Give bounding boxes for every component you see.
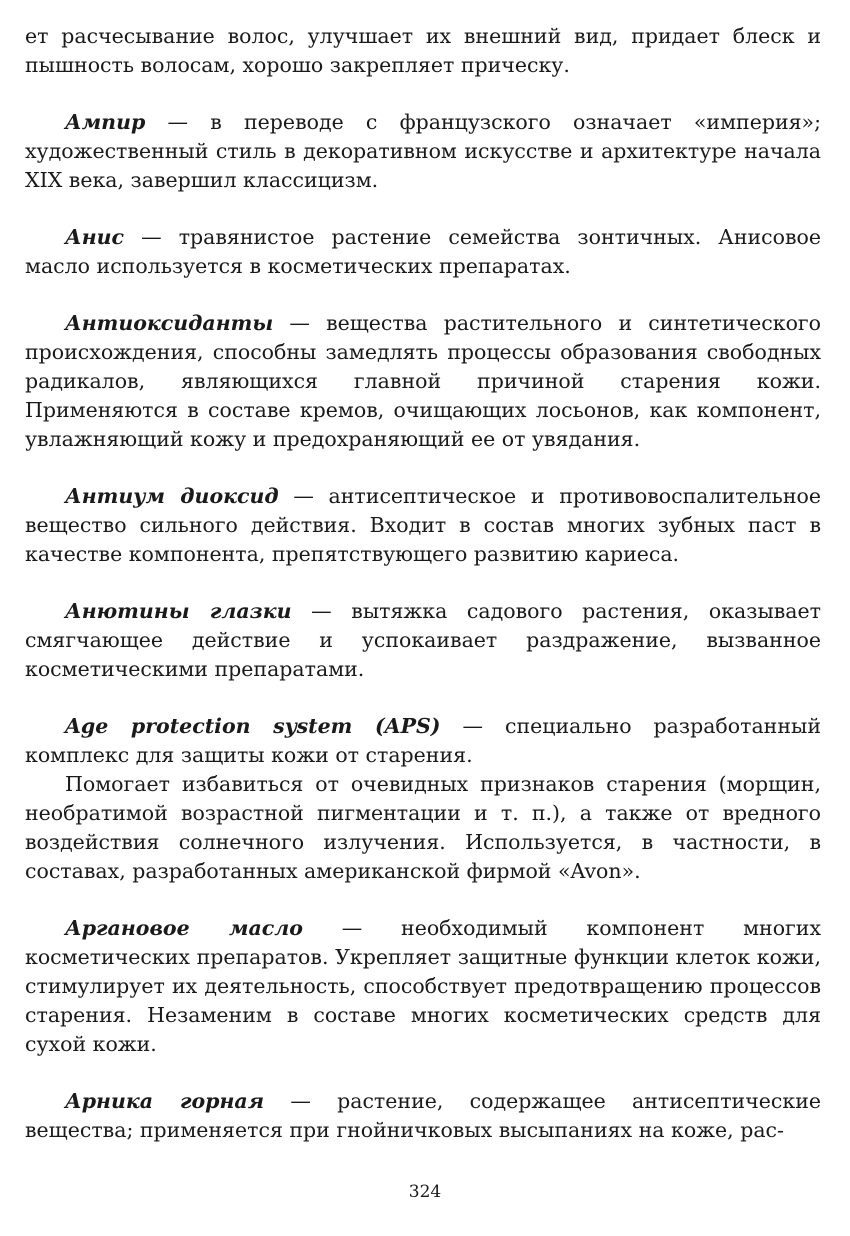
entry-arnika-gornaya <box>25 1087 821 1145</box>
entry-term: Арника горная <box>65 1089 265 1113</box>
entry-antium-dioksid <box>25 482 821 569</box>
entry-term: Ампир <box>65 110 146 134</box>
entry-continuation: Помогает избавиться от очевидных признаков старения (морщин, необратимой возрастной пигментации и т. п.), а также от вредного воздействия солнечного излучения. Используется, в частности, в составах, разработанных американской фирмой «Avon». <box>25 772 821 883</box>
entry-arganovoe-maslo <box>25 914 821 1059</box>
entry-definition: — вещества растительного и синтетического происхождения, способны замедлять процессы образования свободных радикалов, являющихся главной причиной старения кожи. Применяются в составе кремов, очищающих лосьонов, как компонент, увлажняющий кожу и предохраняющий ее от увядания. <box>25 311 821 451</box>
entry-term: Анис <box>65 225 125 249</box>
page-number: 324 <box>408 1182 442 1202</box>
entry-term: Age protection system (APS) <box>65 714 441 738</box>
paragraph-gap <box>25 684 821 712</box>
entry-term: Антиум диоксид <box>65 484 279 508</box>
entry-term: Анютины глазки <box>65 599 292 623</box>
entry-ampir <box>25 108 821 195</box>
entry-definition: — травянистое растение семейства зонтичных. Анисовое масло используется в косметических препаратах. <box>25 225 821 278</box>
entry-definition: — антисептическое и противовоспалительное вещество сильного действия. Входит в состав многих зубных паст в качестве компонента, препятствующего развитию кариеса. <box>25 484 821 566</box>
paragraph-gap <box>25 454 821 482</box>
entry-term: Аргановое масло <box>65 916 303 940</box>
paragraph-gap <box>25 80 821 108</box>
paragraph-gap <box>25 569 821 597</box>
paragraph-gap <box>25 281 821 309</box>
page-body <box>25 22 821 1145</box>
entry-anyutiny-glazki <box>25 597 821 684</box>
entry-definition: — растение, содержащее антисептические вещества; применяется при гнойничковых высыпаниях на коже, рас- <box>25 1089 821 1142</box>
paragraph-gap <box>25 886 821 914</box>
entry-definition: — специально разработанный комплекс для защиты кожи от старения. <box>25 714 821 767</box>
entry-antioksidanty <box>25 309 821 454</box>
entry-definition: — в переводе с французского означает «империя»; художественный стиль в декоративном искусстве и архитектуре начала XIX века, завершил классицизм. <box>25 110 821 192</box>
entry-definition: — необходимый компонент многих косметических препаратов. Укрепляет защитные функции клеток кожи, стимулирует их деятельность, способствует предотвращению процессов старения. Незаменим в составе многих косметических средств для сухой кожи. <box>25 916 822 1056</box>
entry-term: Антиоксиданты <box>65 311 274 335</box>
intro-paragraph: ет расчесывание волос, улучшает их внешний вид, придает блеск и пышность волосам, хорошо закрепляет прическу. <box>25 24 821 77</box>
paragraph-gap <box>25 1059 821 1087</box>
entry-definition: — вытяжка садового растения, оказывает смягчающее действие и успокаивает раздражение, вызванное косметическими препаратами. <box>25 599 821 681</box>
paragraph-gap <box>25 195 821 223</box>
entry-age-protection-system <box>25 712 821 770</box>
entry-anis <box>25 223 821 281</box>
